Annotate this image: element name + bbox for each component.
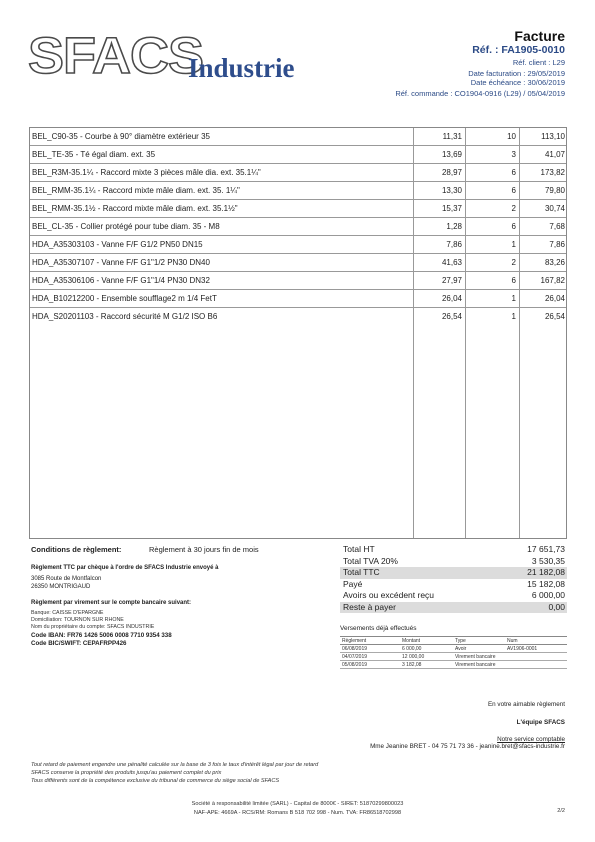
item-unit-price: 26,54 <box>441 312 462 321</box>
table-row <box>30 290 566 308</box>
iban-code: Code IBAN: FR76 1426 5006 0008 7710 9354 338 <box>31 632 172 639</box>
item-description: BEL_CL-35 - Collier protégé pour tube diam. 35 - M8 <box>32 222 220 231</box>
table-row <box>30 200 566 218</box>
legal-line: Tout retard de paiement engendre une pénalité calculée sur la base de 3 fois le taux d'intérêt légal par jour de retard <box>31 762 319 768</box>
invoice-ref: Réf. : FA1905-0010 <box>472 44 565 56</box>
client-ref: Réf. client : L29 <box>512 58 565 67</box>
payments-section <box>340 625 567 669</box>
payment-date: 05/08/2019 <box>342 662 368 668</box>
item-total: 7,68 <box>549 222 565 231</box>
conditions-label: Conditions de règlement: <box>31 545 122 554</box>
total-label: Avoirs ou excédent reçu <box>343 590 435 600</box>
page-number: 2/2 <box>557 808 565 814</box>
item-description: BEL_C90-35 - Courbe à 90° diamètre extérieur 35 <box>32 132 210 141</box>
invoice-title: Facture <box>514 28 565 44</box>
table-row <box>30 236 566 254</box>
address-line: 26350 MONTRIGAUD <box>31 583 91 590</box>
item-quantity: 6 <box>511 222 516 231</box>
legal-notes <box>31 761 318 785</box>
credits-row <box>340 590 567 602</box>
item-total: 26,04 <box>544 294 565 303</box>
payment-row <box>340 645 567 653</box>
footer-line: NAF-APE: 4669A - RCS/RM: Romans B 518 702 998 - Num. TVA: FR86518702998 <box>193 809 402 816</box>
cheque-address <box>31 576 101 591</box>
item-unit-price: 11,31 <box>442 132 462 141</box>
table-row <box>30 164 566 182</box>
table-row <box>30 128 566 146</box>
table-row <box>30 218 566 236</box>
items-table <box>29 127 567 539</box>
account-owner: Nom du propriétaire du compte: SFACS INDUSTRIE <box>31 623 155 630</box>
bic-code: Code BIC/SWIFT: CEPAFRPP426 <box>31 640 127 647</box>
contact-info: Mme Jeanine BRET - 04 75 71 73 36 - jeanine.bret@sfacs-industrie.fr <box>370 743 565 750</box>
payment-amount: 12 000,00 <box>402 654 425 660</box>
item-total: 7,86 <box>549 240 565 249</box>
column-header: Num <box>507 638 518 644</box>
column-header: Type <box>455 638 466 644</box>
item-description: BEL_R3M-35.1¼ - Raccord mixte 3 pièces mâle dia. ext. 35.1¼" <box>32 168 261 177</box>
item-quantity: 6 <box>511 168 516 177</box>
payments-table <box>340 636 567 669</box>
order-ref: Réf. commande : CO1904-0916 (L29) / 05/04/2019 <box>395 88 565 98</box>
total-label: Payé <box>343 578 363 589</box>
item-unit-price: 26,04 <box>441 294 462 303</box>
item-quantity: 6 <box>511 186 516 195</box>
total-value: 15 182,08 <box>527 578 565 589</box>
item-description: HDA_A35306106 - Vanne F/F G1"1/4 PN30 DN32 <box>32 276 210 285</box>
payment-num: AV1906-0001 <box>507 646 538 652</box>
payments-title: Versements déjà effectués <box>340 625 417 632</box>
item-total: 79,80 <box>544 186 565 195</box>
column-header: Règlement <box>342 638 367 644</box>
item-total: 41,07 <box>544 150 565 159</box>
item-unit-price: 1,28 <box>446 222 462 231</box>
total-value: 0,00 <box>548 601 565 612</box>
item-unit-price: 15,37 <box>441 204 462 213</box>
table-row <box>30 146 566 164</box>
footer-line: Société à responsabilité limitée (SARL) - Capital de 8000€ - SIRET: 51870299800023 <box>191 801 404 807</box>
company-logo <box>28 28 328 88</box>
payment-type: Virement bancaire <box>455 662 496 668</box>
item-total: 30,74 <box>544 204 565 213</box>
item-quantity: 2 <box>511 204 516 213</box>
legal-line: Tous différents sont de la compétence exclusive du tribunal de commerce du siège social de SFACS <box>31 778 280 784</box>
payment-type: Avoir <box>455 646 467 652</box>
item-unit-price: 27,97 <box>441 276 462 285</box>
conditions-value: Règlement à 30 jours fin de mois <box>149 545 259 554</box>
closing-greeting: En votre aimable règlement <box>487 701 565 708</box>
item-quantity: 1 <box>511 294 516 303</box>
total-label: Reste à payer <box>343 601 396 612</box>
invoice-date: Date facturation : 29/05/2019 <box>468 68 565 78</box>
total-value: 3 530,35 <box>531 555 565 566</box>
item-total: 167,82 <box>540 276 565 285</box>
legal-line: SFACS conserve la propriété des produits jusqu'au paiement complet du prix <box>31 770 222 776</box>
item-unit-price: 13,30 <box>441 186 462 195</box>
item-quantity: 1 <box>511 312 516 321</box>
bank-codes <box>31 632 172 648</box>
paid-row <box>340 579 567 591</box>
item-description: HDA_S20201103 - Raccord sécurité M G1/2 ISO B6 <box>32 312 218 321</box>
payment-row <box>340 653 567 661</box>
payment-row <box>340 661 567 669</box>
item-description: HDA_A35307107 - Vanne F/F G1"1/2 PN30 DN40 <box>32 258 210 267</box>
due-date: Date échéance : 30/06/2019 <box>470 78 565 87</box>
transfer-instructions: Règlement par virement sur le compte bancaire suivant: <box>31 600 192 606</box>
table-row <box>30 272 566 290</box>
item-unit-price: 41,63 <box>441 258 462 267</box>
total-tva-row <box>340 556 567 568</box>
address-line: 3085 Route de Montfalcon <box>31 576 102 582</box>
invoice-header <box>395 28 565 98</box>
item-quantity: 3 <box>511 150 516 159</box>
total-value: 17 651,73 <box>527 544 565 554</box>
item-description: HDA_A35303103 - Vanne F/F G1/2 PN50 DN15 <box>32 240 203 249</box>
total-value: 6 000,00 <box>531 590 565 600</box>
payment-amount: 3 182,08 <box>402 662 422 668</box>
item-description: HDA_B10212200 - Ensemble soufflage2 m 1/4 FetT <box>32 294 217 303</box>
item-total: 173,82 <box>540 168 565 177</box>
company-footer <box>0 800 595 817</box>
total-label: Total TTC <box>343 567 380 577</box>
bank-details <box>31 610 154 630</box>
item-total: 113,10 <box>541 132 565 141</box>
item-total: 26,54 <box>544 312 565 321</box>
logo-industrie-text: Industrie <box>188 53 295 83</box>
table-row <box>30 182 566 200</box>
total-label: Total HT <box>343 544 375 554</box>
payment-type: Virement bancaire <box>455 654 496 660</box>
item-quantity: 6 <box>511 276 516 285</box>
cheque-instructions: Règlement TTC par chèque à l'ordre de SFACS Industrie envoyé à <box>31 565 219 571</box>
signature-team: L'équipe SFACS <box>516 719 565 726</box>
table-row <box>30 308 566 326</box>
accounting-service: Notre service comptable <box>497 736 565 743</box>
item-quantity: 2 <box>511 258 516 267</box>
item-description: BEL_RMM-35.1¼ - Raccord mixte mâle diam. ext. 35. 1¼" <box>32 186 240 195</box>
total-value: 21 182,08 <box>527 567 565 577</box>
column-header: Montant <box>402 638 421 644</box>
item-unit-price: 28,97 <box>441 168 462 177</box>
total-label: Total TVA 20% <box>343 555 398 566</box>
item-quantity: 1 <box>511 240 516 249</box>
table-row <box>30 254 566 272</box>
total-ht-row <box>340 544 567 556</box>
item-description: BEL_TE-35 - Té égal diam. ext. 35 <box>32 150 156 159</box>
payments-header-row <box>340 637 567 645</box>
total-ttc-row <box>340 567 567 579</box>
item-unit-price: 13,69 <box>441 150 462 159</box>
totals-block <box>340 544 567 613</box>
item-description: BEL_RMM-35.1½ - Raccord mixte mâle diam. ext. 35.1½" <box>32 204 238 213</box>
item-quantity: 10 <box>507 132 516 141</box>
item-total: 83,26 <box>544 258 565 267</box>
payment-date: 04/07/2019 <box>342 654 368 660</box>
logo-sfacs-text: SFACS <box>28 27 204 85</box>
remaining-row <box>340 602 567 614</box>
item-unit-price: 7,86 <box>446 240 462 249</box>
bank-name: Banque: CAISSE D'EPARGNE <box>31 610 104 616</box>
bank-domiciliation: Domiciliation: TOURNON SUR RHONE <box>31 616 124 623</box>
payment-date: 06/08/2019 <box>342 646 368 652</box>
payment-amount: 6 000,00 <box>402 646 422 652</box>
